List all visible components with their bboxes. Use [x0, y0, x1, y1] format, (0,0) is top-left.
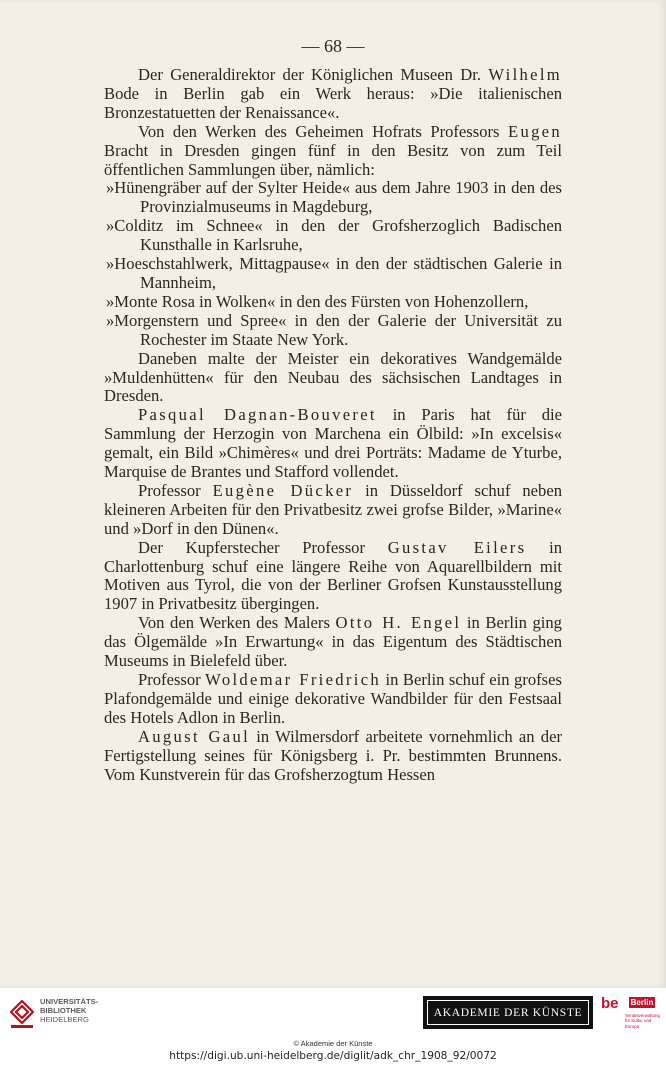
- be-mark: be: [601, 995, 619, 1012]
- paragraph: August Gaul in Wilmersdorf arbeitete vornehmlich an der Fertigstellung seines für Königsberg i. Pr. bestimmten Brunnens. Vom Kunstverein für das Grofsherzogtum Hessen: [104, 726, 562, 784]
- page-number: — 68 —: [301, 36, 365, 56]
- list-item: »Colditz im Schnee« in den der Grofsherzoglich Badischen Kunsthalle in Karlsruhe,: [106, 216, 562, 255]
- list-item: »Hünengräber auf der Sylter Heide« aus dem Jahre 1903 in den des Provinzialmuseums in Magdeburg,: [106, 178, 562, 217]
- spaced-name: Wilhelm: [488, 65, 562, 84]
- senate-subtitle: Senatsverwaltung für Kultur und Europa: [625, 1013, 660, 1029]
- permalink-url[interactable]: https://digi.ub.uni-heidelberg.de/diglit/adk_chr_1908_92/0072: [169, 1050, 497, 1062]
- list-item: »Morgenstern und Spree« in den der Galerie der Universität zu Rochester im Staate New York.: [106, 310, 562, 349]
- library-line: UNIVERSITÄTS-: [40, 997, 99, 1006]
- spaced-name: Eugène Dücker: [212, 480, 354, 500]
- akademie-label: AKADEMIE DER KÜNSTE: [427, 1000, 589, 1025]
- paragraph: Von den Werken des Geheimen Hofrats Professors Eugen Bracht in Dresden gingen fünf in den Besitz von zum Teil öffentlichen Sammlungen über, nämlich:: [104, 121, 562, 179]
- berlin-mark: Berlin: [630, 998, 654, 1007]
- spaced-name: August Gaul: [138, 726, 250, 746]
- paragraph: Von den Werken des Malers Otto H. Engel in Berlin ging das Ölgemälde »In Erwartung« in das Eigentum des Städtischen Museums in Bielefeld über.: [104, 613, 562, 671]
- paragraph: Professor Eugène Dücker in Düsseldorf schuf neben kleineren Arbeiten für den Privatbesitz zwei grofse Bilder, »Marine« und »Dorf in den Dünen«.: [104, 480, 562, 538]
- spaced-name: Gustav Eilers: [387, 537, 527, 557]
- copyright-notice: © Akademie der Künste: [293, 1039, 373, 1048]
- list-item: »Hoeschstahlwerk, Mittagpause« in den der städtischen Galerie in Mannheim,: [106, 254, 562, 292]
- paragraph: Der Generaldirektor der Königlichen Museen Dr. Wilhelm Bode in Berlin gab ein Werk heraus: »Die italienischen Bronzestatuetten der Renaissance«.: [104, 65, 562, 122]
- viewer-footer: [0, 988, 666, 1069]
- paragraph: Daneben malte der Meister ein dekoratives Wandgemälde »Muldenhütten« für den Neubau des sächsischen Landtages in Dresden.: [104, 348, 562, 406]
- university-library-logo-icon[interactable]: [8, 996, 36, 1030]
- paragraph: Pasqual Dagnan-Bouveret in Paris hat für die Sammlung der Herzogin von Marchena ein Ölbild: »In excelsis« gemalt, ein Bild »Chimères« und drei Porträts: Madame de Yturbe, Marquise de Brantes und Stafford vollendet.: [104, 405, 562, 482]
- university-library-name[interactable]: [40, 997, 98, 1024]
- spaced-name: Eugen: [507, 121, 562, 141]
- page-text: [104, 66, 562, 784]
- library-line: HEIDELBERG: [40, 1015, 89, 1024]
- paragraph: Professor Woldemar Friedrich in Berlin schuf ein grofses Plafondgemälde und einige dekorative Wandbilder für den Festsaal des Hotels Adlon in Berlin.: [104, 670, 562, 727]
- berlin-senate-logo[interactable]: [599, 994, 660, 1032]
- akademie-der-kuenste-logo[interactable]: [423, 996, 593, 1029]
- spaced-name: Pasqual Dagnan-Bouveret: [138, 405, 377, 425]
- paragraph: Der Kupferstecher Professor Gustav Eilers in Charlottenburg schuf eine längere Reihe von Aquarellbildern mit Motiven aus Tyrol, die von der Berliner Grofsen Kunstausstellung 1907 in Privatbesitz übergingen.: [104, 537, 563, 614]
- list-item: »Monte Rosa in Wolken« in den des Fürsten von Hohenzollern,: [106, 291, 529, 311]
- spaced-name: Otto H. Engel: [335, 613, 462, 633]
- library-line: BIBLIOTHEK: [40, 1006, 87, 1015]
- spaced-name: Woldemar Friedrich: [205, 670, 382, 689]
